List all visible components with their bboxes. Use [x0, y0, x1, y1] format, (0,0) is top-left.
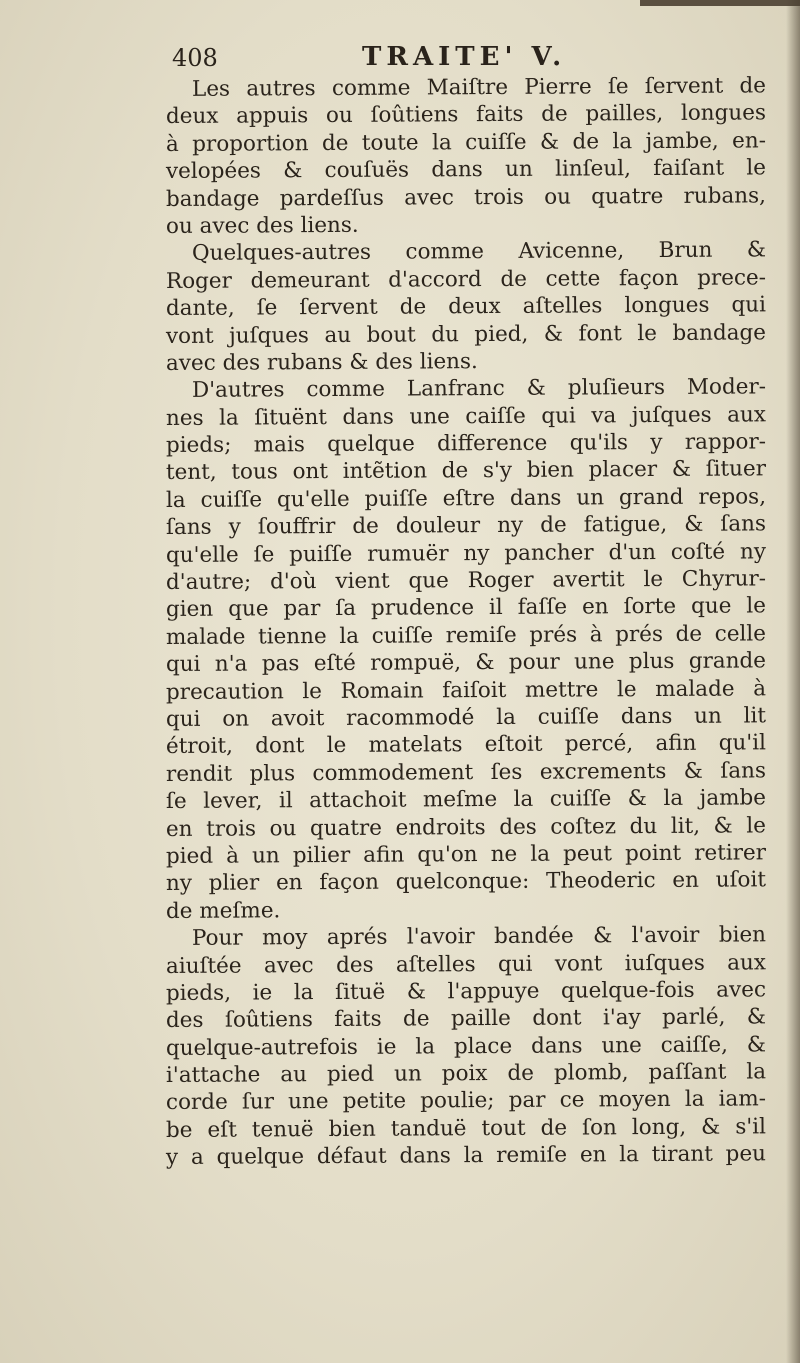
page-top-shadow [640, 0, 800, 6]
text-line: dante, ſe ſervent de deux aſtelles longues qui [165, 292, 767, 322]
text-line: deux appuis ou ſoûtiens faits de pailles, longues [165, 100, 767, 130]
text-line: aiuſtée avec des aſtelles qui vont iuſques aux [165, 949, 767, 979]
text-line: be eſt tenuë bien tanduë tout de ſon long, & s'il [165, 1114, 767, 1143]
running-title: TRAITE' V. [362, 42, 567, 72]
text-line: à proportion de toute la cuiſſe & de la jambe, en- [165, 128, 767, 157]
text-line: Roger demeurant d'accord de cette façon prece- [165, 265, 767, 294]
text-line: de meſme. [165, 898, 281, 924]
text-line: nes la ſituënt dans une caiſſe qui va juſques aux [165, 402, 767, 431]
text-line: étroit, dont le matelats eſtoit percé, afin qu'il [165, 730, 767, 760]
text-line: D'autres comme Lanfranc & pluſieurs Moder- [191, 374, 767, 404]
page-number: 408 [172, 44, 218, 72]
text-line: d'autre; d'où vient que Roger avertit le Chyrur- [165, 566, 767, 596]
text-line: velopées & couſuës dans un linſeul, faiſant le [165, 155, 767, 185]
text-line: Quelques-autres comme Avicenne, Brun & [191, 237, 767, 267]
text-line: malade tienne la cuiſſe remiſe prés à prés de celle [165, 621, 767, 650]
text-line: ny plier en façon quelconque: Theoderic en uſoit [165, 867, 767, 897]
text-line: qui on avoit racommodé la cuiſſe dans un lit [165, 703, 767, 732]
text-line: la cuiſſe qu'elle puiſſe eſtre dans un grand repos, [165, 484, 767, 513]
text-line: avec des rubans & des liens. [165, 349, 478, 376]
text-line: gien que par ſa prudence il faſſe en ſorte que le [165, 593, 767, 623]
text-line: des ſoûtiens faits de paille dont i'ay parlé, & [165, 1004, 767, 1034]
text-line: qui n'a pas eſté rompuë, & pour une plus grande [165, 648, 767, 678]
text-line: pied à un pilier afin qu'on ne la peut point retirer [165, 840, 767, 869]
text-line: tent, tous ont intẽtion de s'y bien placer & ſituer [165, 456, 767, 486]
body-text [165, 73, 767, 1172]
text-line: qu'elle ſe puiſſe rumuër ny pancher d'un coſté ny [165, 538, 767, 568]
text-line: quelque-autrefois ie la place dans une caiſſe, & [165, 1032, 767, 1061]
text-line: ſans y ſouffrir de douleur ny de fatigue, & ſans [165, 511, 767, 541]
text-line: ou avec des liens. [165, 212, 359, 239]
text-line: precaution le Romain faiſoit mettre le malade à [165, 675, 767, 705]
page-gutter-shadow [786, 0, 800, 1363]
text-line: y a quelque défaut dans la remiſe en la tirant peu [165, 1141, 767, 1171]
text-line: bandage pardeſſus avec trois ou quatre rubans, [165, 182, 767, 212]
text-line: Pour moy aprés l'avoir bandée & l'avoir bien [191, 922, 767, 951]
text-line: vont juſques au bout du pied, & font le bandage [165, 319, 767, 349]
text-line: pieds; mais quelque difference qu'ils y rappor- [165, 429, 767, 459]
text-line: en trois ou quatre endroits des coſtez du lit, & le [165, 812, 767, 842]
text-line: ſe lever, il attachoit meſme la cuiſſe & la jambe [165, 785, 767, 815]
text-line: Les autres comme Maiſtre Pierre ſe ſervent de [191, 73, 767, 102]
text-line: rendit plus commodement ſes excrements & ſans [165, 758, 767, 787]
text-line: pieds, ie la ſituë & l'appuye quelque-fois avec [165, 977, 767, 1006]
text-line: corde ſur une petite poulie; par ce moyen la iam- [165, 1086, 767, 1116]
text-line: i'attache au pied un poix de plomb, paſſant la [165, 1059, 767, 1089]
